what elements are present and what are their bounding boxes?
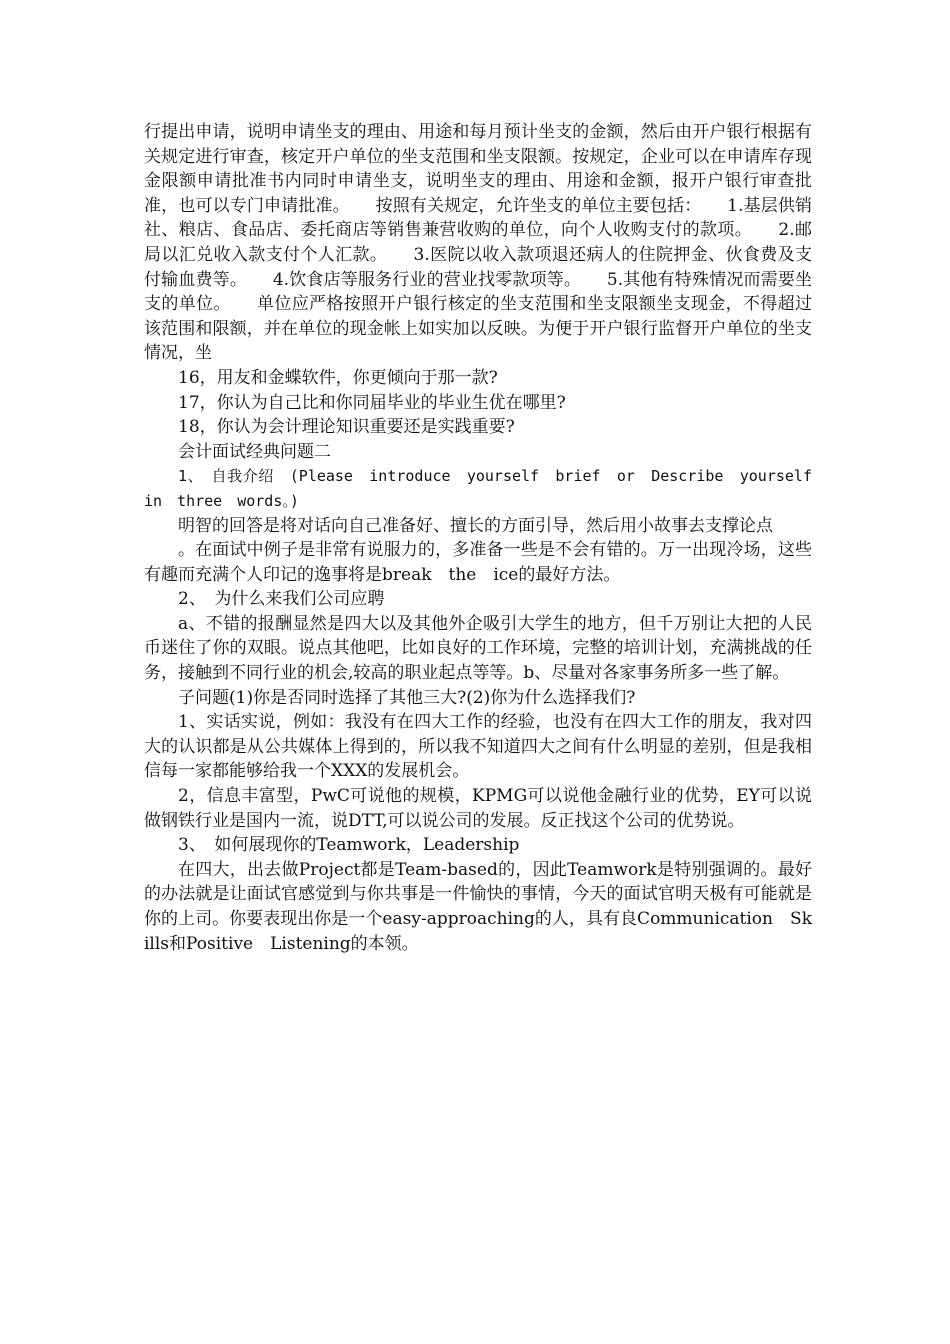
section-heading: 会计面试经典问题二 <box>178 441 331 462</box>
paragraph-answer-honest: 1、实话实说，例如：我没有在四大工作的经验，也没有在四大工作的朋友，我对四大的认识都是从公共媒体上得到的，所以我不知道四大之间有什么明显的差别，但是我相信每一家都能够给我一个XXX的发展机会。 <box>144 712 812 782</box>
paragraph-why-apply-answer: a、不错的报酬显然是四大以及其他外企吸引大学生的地方，但千万别让大把的人民币迷住了你的双眼。说点其他吧，比如良好的工作环境，完整的培训计划，充满挑战的任务，接触到不同行业的机会,较高的职业起点等等。b、尽量对各家事务所多一些了解。 <box>144 613 812 684</box>
question-16: 16，用友和金蝶软件，你更倾向于那一款? <box>178 367 498 388</box>
question-17: 17，你认为自己比和你同届毕业的毕业生优在哪里? <box>178 392 566 413</box>
paragraph-sit-and-pay-rules: 行提出申请，说明申请坐支的理由、用途和每月预计坐支的金额，然后由开户银行根据有关规定进行审查，核定开户单位的坐支范围和坐支限额。按规定，企业可以在申请库存现金限额申请批准书内同时申请坐支，说明坐支的理由、用途和金额，报开户银行审查批准，也可以专门申请批准。 按照有关规定，允许坐支的单位主要包括： 1.基层供销社、粮店、食品店、委托商店等销售兼营收购的单位，向个人收购支付的款项。 2.邮局以汇兑收入款支付个人汇款。 3.医院以收入款项退还病人的住院押金、伙食费及支付输血费等。 4.饮食店等服务行业的营业找零款项等。 5.其他有特殊情况而需要坐支的单位。 单位应严格按照开户银行核定的坐支范围和坐支限额坐支现金，不得超过该范围和限额，并在单位的现金帐上如实加以反映。为便于开户银行监督开户单位的坐支情况，坐 <box>144 122 812 364</box>
question-teamwork: 3、 如何展现你的Teamwork，Leadership <box>178 835 520 856</box>
paragraph-teamwork-answer: 在四大，出去做Project都是Team-based的，因此Teamwork是特别强调的。最好的办法就是让面试官感觉到与你共事是一件愉快的事情，今天的面试官明天极有可能就是你的上司。你要表现出你是一个easy-approaching的人，具有良Communication Skills和Positive Listening的本领。 <box>144 859 812 954</box>
question-18: 18，你认为会计理论知识重要还是实践重要? <box>178 417 515 438</box>
sub-question: 子问题(1)你是否同时选择了其他三大?(2)你为什么选择我们? <box>178 687 636 708</box>
document-body <box>144 120 828 956</box>
paragraph-examples: 。在面试中例子是非常有说服力的，多准备一些是不会有错的。万一出现冷场，这些有趣而充满个人印记的逸事将是break the ice的最好方法。 <box>144 540 812 585</box>
paragraph-answer-guidance: 明智的回答是将对话向自己准备好、擅长的方面引导，然后用小故事去支撑论点 <box>178 515 773 536</box>
paragraph-answer-informed: 2，信息丰富型，PwC可说他的规模，KPMG可以说他金融行业的优势，EY可以说做钢铁行业是国内一流，说DTT,可以说公司的发展。反正找这个公司的优势说。 <box>144 786 812 831</box>
question-self-introduction: 1、 自我介绍 (Please introduce yourself brief or Describe yourself in three words。) <box>144 467 828 510</box>
question-why-apply: 2、 为什么来我们公司应聘 <box>178 589 385 610</box>
